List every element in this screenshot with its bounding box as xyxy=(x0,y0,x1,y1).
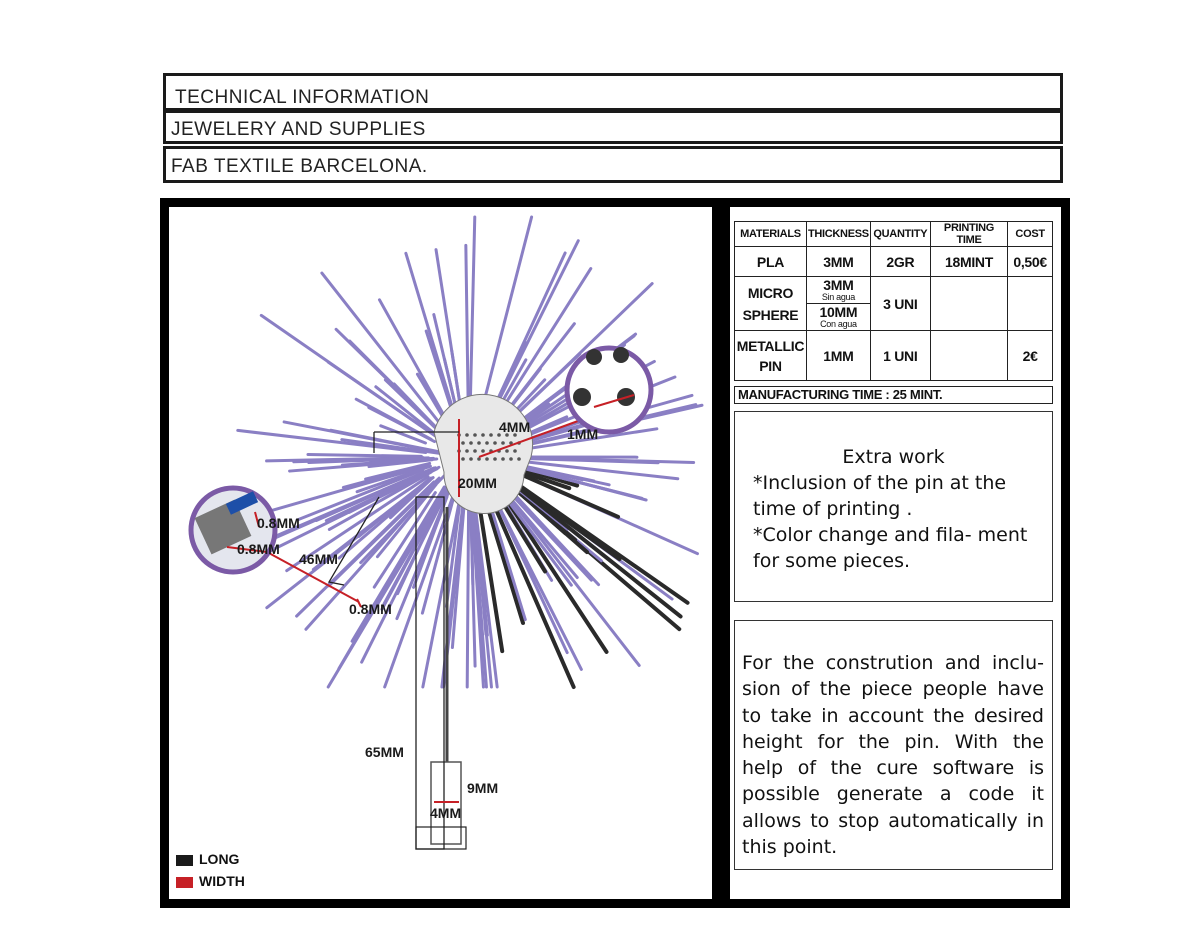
dim-46mm: 46MM xyxy=(299,551,338,567)
dim-65mm: 65MM xyxy=(365,744,404,760)
pin-material-l2: PIN xyxy=(759,357,782,374)
header-line-2 xyxy=(163,110,1063,144)
spike xyxy=(322,273,443,428)
header-materials: MATERIALS xyxy=(735,222,807,247)
manufacturing-time: MANUFACTURING TIME : 25 MINT. xyxy=(734,386,1053,404)
header-org: FAB TEXTILE BARCELONA. xyxy=(171,156,428,177)
micro-thick-2 xyxy=(807,304,870,330)
dim-4mm-bottom: 4MM xyxy=(430,805,462,821)
sphere-hole xyxy=(509,457,513,461)
legend-long-swatch xyxy=(176,855,193,866)
spike xyxy=(261,315,439,438)
extra-work-box xyxy=(734,411,1053,602)
legend-width-swatch xyxy=(176,877,193,888)
sphere-hole xyxy=(485,457,489,461)
sphere-hole xyxy=(513,449,517,453)
sphere-hole xyxy=(481,449,485,453)
sphere-hole xyxy=(469,441,473,445)
dim-08mm-b: 0.8MM xyxy=(237,541,280,557)
legend-width xyxy=(176,873,245,889)
header-line-3 xyxy=(163,146,1063,183)
micro-time xyxy=(930,277,1007,331)
spike xyxy=(466,245,468,416)
micro-thick-1 xyxy=(807,277,870,304)
header-subtitle: JEWELERY AND SUPPLIES xyxy=(171,119,426,140)
sphere-hole xyxy=(465,433,469,437)
construction-note: For the constrution and inclu- sion of the piece people have to take in account the desired height for the pin. With the help of the cure software is possible generate a code it allows to stop automatically in this point. xyxy=(734,620,1053,870)
sphere-hole xyxy=(465,449,469,453)
micro-thick-2-value: 10MM xyxy=(819,304,858,320)
pla-cost: 0,50€ xyxy=(1008,247,1053,277)
sphere-hole xyxy=(473,433,477,437)
header-quantity: QUANTITY xyxy=(870,222,930,247)
dim-08mm-c: 0.8MM xyxy=(349,601,392,617)
sphere-hole xyxy=(505,449,509,453)
extra-work-item-2: *Color change and fila- ment for some pieces. xyxy=(753,524,1028,572)
pin-thickness: 1MM xyxy=(806,331,870,381)
table-row-micro-sphere xyxy=(735,277,1053,331)
sphere-hole xyxy=(481,433,485,437)
spike xyxy=(467,492,468,687)
sphere-hole xyxy=(501,441,505,445)
table-header-row xyxy=(735,222,1053,247)
table-row-metallic-pin xyxy=(735,331,1053,381)
sphere-hole xyxy=(469,457,473,461)
pla-time: 18MINT xyxy=(930,247,1007,277)
spike xyxy=(356,399,431,439)
micro-cost xyxy=(1008,277,1053,331)
brooch-drawing xyxy=(169,207,712,899)
sphere-hole xyxy=(493,441,497,445)
dim-4mm-top: 4MM xyxy=(499,419,531,435)
pin-material-l1: METALLIC xyxy=(736,337,805,354)
detail-circle-pins xyxy=(567,347,651,432)
micro-thick-2-note: Con agua xyxy=(820,319,857,329)
micro-material xyxy=(735,277,807,331)
header-cost: COST xyxy=(1008,222,1053,247)
spike xyxy=(308,455,421,457)
dim-1mm: 1MM xyxy=(567,426,599,442)
materials-table xyxy=(734,221,1053,381)
table-row-pla xyxy=(735,247,1053,277)
micro-material-l1: MICRO xyxy=(747,284,794,301)
dim-20mm: 20MM xyxy=(458,475,497,491)
micro-quantity: 3 UNI xyxy=(870,277,930,331)
sphere-hole xyxy=(477,441,481,445)
pin-cost: 2€ xyxy=(1008,331,1053,381)
pin-quantity: 1 UNI xyxy=(870,331,930,381)
sphere-hole xyxy=(461,457,465,461)
dim-9mm: 9MM xyxy=(467,780,499,796)
legend-long xyxy=(176,851,239,867)
header-line-1 xyxy=(163,73,1063,111)
sphere-hole xyxy=(517,457,521,461)
legend-long-label: LONG xyxy=(199,851,240,867)
pla-thickness: 3MM xyxy=(806,247,870,277)
extra-work-item-1: *Inclusion of the pin at the time of printing . xyxy=(753,472,1007,520)
micro-material-l2: SPHERE xyxy=(742,306,799,323)
sphere-hole xyxy=(461,441,465,445)
spike xyxy=(470,217,475,418)
sphere-hole xyxy=(501,457,505,461)
legend-width-label: WIDTH xyxy=(199,873,245,889)
extra-work-title: Extra work xyxy=(842,446,945,468)
sphere-hole xyxy=(473,449,477,453)
sphere-hole xyxy=(477,457,481,461)
header-printing-time: PRINTING TIME xyxy=(930,222,1007,247)
pla-material: PLA xyxy=(735,247,807,277)
sphere-hole xyxy=(485,441,489,445)
header-title: TECHNICAL INFORMATION xyxy=(175,87,430,108)
micro-thick-1-value: 3MM xyxy=(823,277,854,293)
pla-quantity: 2GR xyxy=(870,247,930,277)
micro-thick-1-note: Sin agua xyxy=(821,292,855,302)
header-thickness: THICKNESS xyxy=(806,222,870,247)
dim-08mm-a: 0.8MM xyxy=(257,515,300,531)
sphere-hole xyxy=(493,457,497,461)
pin-time xyxy=(930,331,1007,381)
micro-thickness xyxy=(806,277,870,331)
sphere-hole xyxy=(489,433,493,437)
pin-material xyxy=(735,331,807,381)
